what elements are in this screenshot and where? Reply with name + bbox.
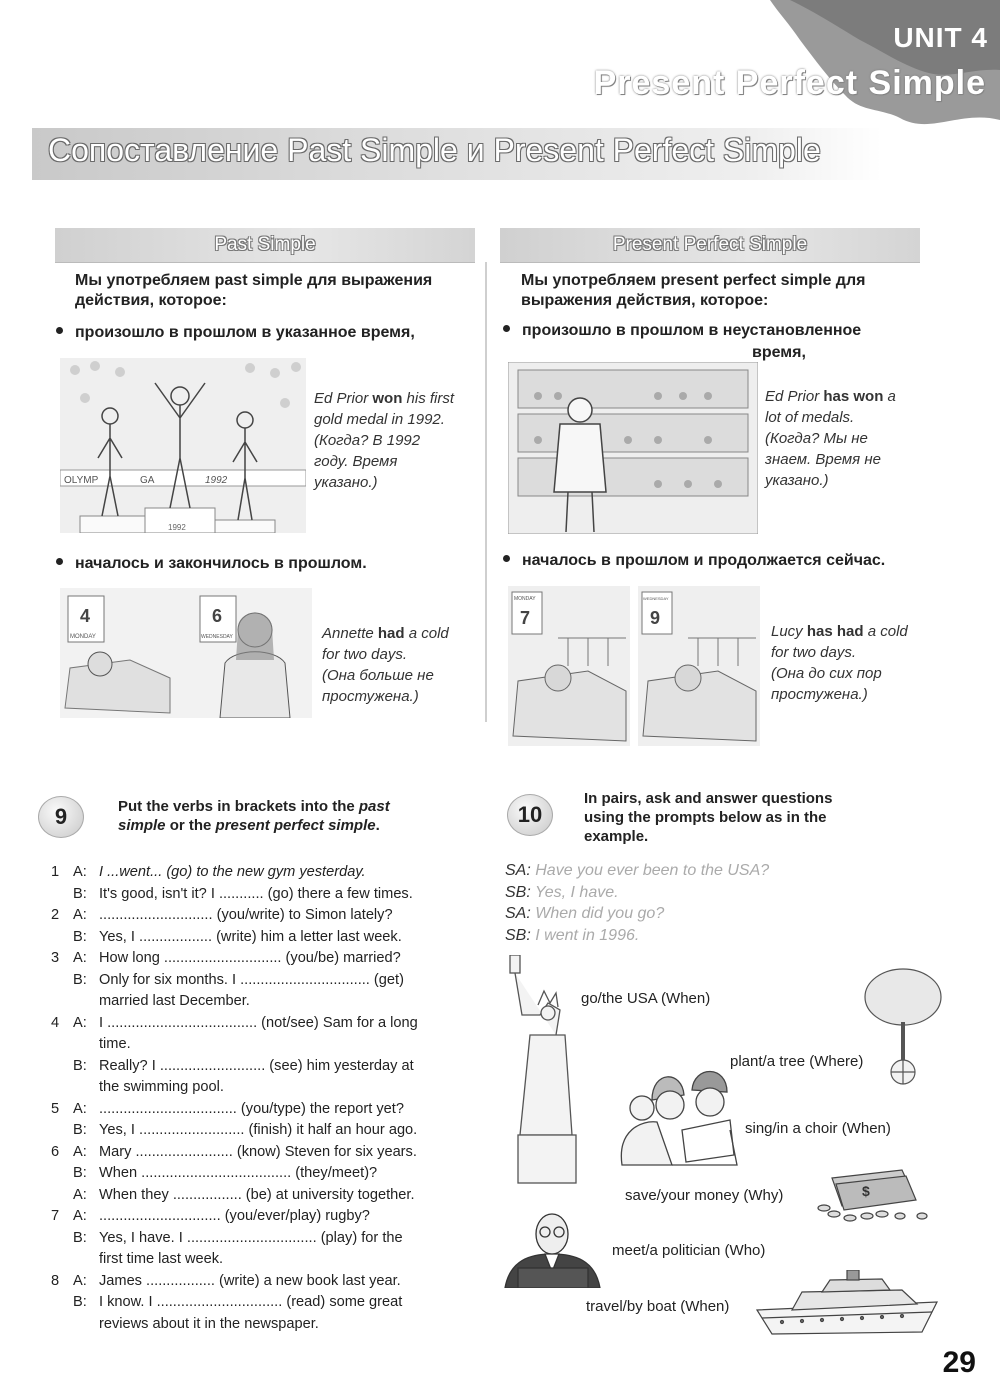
speaker-label: A:: [73, 864, 87, 880]
lucy-illustration: [508, 586, 760, 746]
speaker-label: A:: [73, 1208, 87, 1224]
instruction-line: In pairs, ask and answer questions: [584, 790, 833, 807]
caption-line: gold medal in 1992.: [314, 411, 445, 428]
unit-subtitle: Present Perfect Simple: [593, 64, 986, 102]
present-perfect-heading-bar: [500, 228, 920, 263]
present-bullet-1: [503, 320, 861, 341]
past-bullet-1: [56, 322, 415, 343]
line-number: 4: [51, 1014, 60, 1031]
annette-caption: [322, 623, 449, 707]
speaker-label: B:: [73, 1122, 87, 1138]
speaker-label: A:: [73, 1100, 87, 1117]
exercise-line: [51, 1185, 476, 1207]
speaker-label: B:: [73, 1294, 87, 1310]
prompt-sing-choir: sing/in a choir (When): [745, 1120, 891, 1137]
exercise-line: [51, 1292, 476, 1314]
speaker-label: A:: [73, 950, 87, 966]
banknote-symbol: $: [862, 1183, 870, 1199]
caption-line: (Когда? В 1992: [314, 432, 421, 449]
caption-line: простужена.): [322, 688, 419, 705]
exercise-line: [51, 927, 476, 949]
instruction-line: Put the verbs in brackets into the past: [118, 798, 390, 815]
calendar-day: MONDAY: [70, 634, 96, 640]
statue-of-liberty-illustration: [500, 955, 590, 1185]
medals-illustration: [508, 362, 758, 534]
line-text: I ..................................... (not/see) Sam for a long: [99, 1014, 418, 1031]
exercise-line: [51, 905, 476, 927]
exercise-line: [51, 948, 476, 970]
prompt-plant-tree: plant/a tree (Where): [730, 1053, 864, 1070]
ship-illustration: [752, 1270, 942, 1340]
present-perfect-intro: [521, 271, 865, 311]
exercise-9-instructions: [118, 797, 390, 835]
bullet-dot: [503, 325, 510, 332]
caption-line: (Она больше не: [322, 667, 434, 684]
lucy-caption: [771, 621, 908, 705]
speaker-label: B:: [73, 1229, 87, 1246]
line-text: ............................ (you/write) to Simon lately?: [99, 907, 393, 923]
caption-line: указано.): [314, 474, 378, 491]
caption-line: for two days.: [771, 644, 857, 661]
line-number: 5: [51, 1100, 60, 1117]
example-dialogue: [505, 860, 769, 946]
past-simple-heading: Past Simple: [214, 234, 316, 255]
line-text: married last December.: [99, 993, 250, 1009]
present-bullet-1-cont: время,: [752, 344, 806, 361]
calendar-number: 6: [212, 606, 223, 626]
exercise-line: [51, 1099, 476, 1121]
bullet-text: произошло в прошлом в указанное время,: [75, 324, 415, 341]
speaker-label: A:: [73, 1272, 87, 1289]
exercise-line: [51, 1120, 476, 1142]
prompt-meet-politician: meet/a politician (Who): [612, 1242, 766, 1259]
line-number: 2: [51, 907, 60, 923]
line-text: When they ................. (be) at university together.: [99, 1186, 415, 1203]
column-divider: [485, 262, 487, 722]
line-text: I ...went... (go) to the new gym yesterday.: [99, 864, 366, 880]
line-number: 6: [51, 1143, 60, 1160]
exercise-line: [51, 1314, 476, 1336]
past-bullet-2: [56, 553, 367, 574]
exercise-line: [51, 970, 476, 992]
exercise-9-lines: [51, 862, 476, 1335]
speaker-label: A:: [73, 1014, 87, 1031]
politician-illustration: [500, 1210, 605, 1288]
choir-illustration: [612, 1060, 742, 1170]
calendar-day: MONDAY: [514, 596, 536, 602]
line-text: I know. I ............................... (read) some great: [99, 1294, 403, 1310]
caption-line: указано.): [765, 472, 829, 489]
caption-line: Lucy has had a cold: [771, 623, 908, 640]
bullet-text: началось в прошлом и продолжается сейчас.: [522, 552, 886, 569]
podium-sign-1: OLYMP: [64, 475, 99, 486]
caption-line: знаем. Время не: [765, 451, 881, 468]
intro-line: Мы употребляем past simple для выражения: [75, 272, 433, 289]
line-text: .................................. (you/type) the report yet?: [99, 1100, 404, 1117]
exercise-line: [51, 1228, 476, 1250]
caption-line: году. Время: [314, 453, 398, 470]
dialogue-line: SB: Yes, I have.: [505, 883, 619, 901]
speaker-label: A:: [73, 1143, 87, 1160]
speaker-label: A:: [73, 907, 87, 923]
calendar-number: 7: [520, 608, 531, 628]
caption-line: (Когда? Мы не: [765, 430, 868, 447]
ed-prior-has-won-caption: [765, 386, 896, 491]
intro-line: Мы употребляем present perfect simple для: [521, 272, 866, 289]
caption-line: (Она до сих пор: [771, 665, 882, 682]
exercise-line: [51, 884, 476, 906]
past-simple-intro: [75, 271, 432, 311]
speaker-label: B:: [73, 971, 87, 988]
bullet-text: началось и закончилось в прошлом.: [75, 555, 367, 572]
exercise-line: [51, 1206, 476, 1228]
exercise-line: [51, 1163, 476, 1185]
exercise-10-number: 10: [507, 794, 553, 836]
line-text: Only for six months. I ................................ (get): [99, 971, 404, 988]
calendar-number: 9: [650, 608, 661, 628]
line-text: Mary ........................ (know) Steven for six years.: [99, 1143, 417, 1160]
present-perfect-heading: Present Perfect Simple: [612, 234, 808, 255]
annette-illustration: [60, 588, 312, 718]
podium-sign-3: 1992: [205, 475, 228, 486]
line-number: 3: [51, 950, 60, 966]
line-number: 7: [51, 1208, 60, 1224]
speaker-label: A:: [73, 1186, 87, 1203]
caption-line: Ed Prior won his first: [314, 390, 455, 407]
exercise-line: [51, 1034, 476, 1056]
line-number: 8: [51, 1272, 60, 1289]
line-text: .............................. (you/ever/play) rugby?: [99, 1208, 370, 1224]
intro-line: действия, которое:: [75, 292, 227, 309]
caption-line: Annette had a cold: [322, 625, 449, 642]
instruction-line: simple or the present perfect simple.: [118, 817, 380, 834]
bullet-text: произошло в прошлом в неустановленное: [522, 322, 862, 339]
prompt-save-money: save/your money (Why): [625, 1187, 784, 1204]
speaker-label: B:: [73, 885, 87, 902]
exercise-line: [51, 991, 476, 1013]
calendar-number: 4: [80, 606, 91, 626]
podium-sign-2: GA: [140, 475, 155, 486]
money-illustration: [812, 1168, 937, 1228]
calendar-day: WEDNESDAY: [201, 634, 233, 640]
dialogue-line: SA: Have you ever been to the USA?: [505, 862, 770, 879]
line-text: Really? I .......................... (see) him yesterday at: [99, 1057, 414, 1074]
speaker-label: B:: [73, 1165, 87, 1181]
line-text: reviews about it in the newspaper.: [99, 1315, 319, 1332]
exercise-line: [51, 1142, 476, 1164]
bullet-dot: [503, 555, 510, 562]
dialogue-line: SB: I went in 1996.: [505, 926, 640, 944]
page-number: 29: [942, 1346, 976, 1379]
dialogue-line: SA: When did you go?: [505, 905, 665, 922]
caption-line: простужена.): [771, 686, 868, 703]
section-title: Сопоставление Past Simple и Present Perfect Simple: [48, 132, 821, 168]
line-text: Yes, I have. I ................................ (play) for the: [99, 1229, 403, 1246]
present-bullet-2: [503, 550, 885, 571]
speaker-label: B:: [73, 928, 87, 945]
prompt-travel-boat: travel/by boat (When): [586, 1298, 730, 1315]
line-text: the swimming pool.: [99, 1079, 224, 1095]
podium-illustration: [60, 358, 306, 533]
caption-line: for two days.: [322, 646, 408, 663]
exercise-line: [51, 1249, 476, 1271]
ed-prior-won-caption: [314, 388, 454, 493]
instruction-line: using the prompts below as in the: [584, 809, 827, 826]
intro-line: выражения действия, которое:: [521, 292, 769, 309]
line-text: It's good, isn't it? I ........... (go) there a few times.: [99, 885, 413, 902]
line-number: 1: [51, 864, 60, 880]
caption-line: lot of medals.: [765, 409, 855, 426]
exercise-line: [51, 1077, 476, 1099]
exercise-10-instructions: [584, 789, 832, 846]
line-text: time.: [99, 1036, 131, 1052]
line-text: When ..................................... (they/meet)?: [99, 1165, 378, 1181]
exercise-line: [51, 862, 476, 884]
exercise-9-number: 9: [38, 796, 84, 838]
bullet-dot: [56, 558, 63, 565]
caption-line: Ed Prior has won a: [765, 388, 896, 405]
line-text: How long ............................. (you/be) married?: [99, 950, 401, 966]
past-simple-heading-bar: [55, 228, 475, 263]
podium-year: 1992: [168, 523, 186, 532]
instruction-line: example.: [584, 828, 649, 845]
prompt-go-usa: go/the USA (When): [581, 990, 711, 1007]
line-text: first time last week.: [99, 1251, 224, 1267]
exercise-line: [51, 1013, 476, 1035]
line-text: James ................. (write) a new book last year.: [99, 1272, 401, 1289]
exercise-line: [51, 1056, 476, 1078]
bullet-dot: [56, 327, 63, 334]
line-text: Yes, I .......................... (finish) it half an hour ago.: [99, 1122, 418, 1138]
speaker-label: B:: [73, 1057, 87, 1074]
tree-illustration: [858, 962, 948, 1087]
line-text: Yes, I .................. (write) him a letter last week.: [99, 928, 402, 945]
exercise-line: [51, 1271, 476, 1293]
calendar-day: WEDNESDAY: [643, 596, 669, 601]
unit-label: UNIT 4: [893, 22, 988, 53]
